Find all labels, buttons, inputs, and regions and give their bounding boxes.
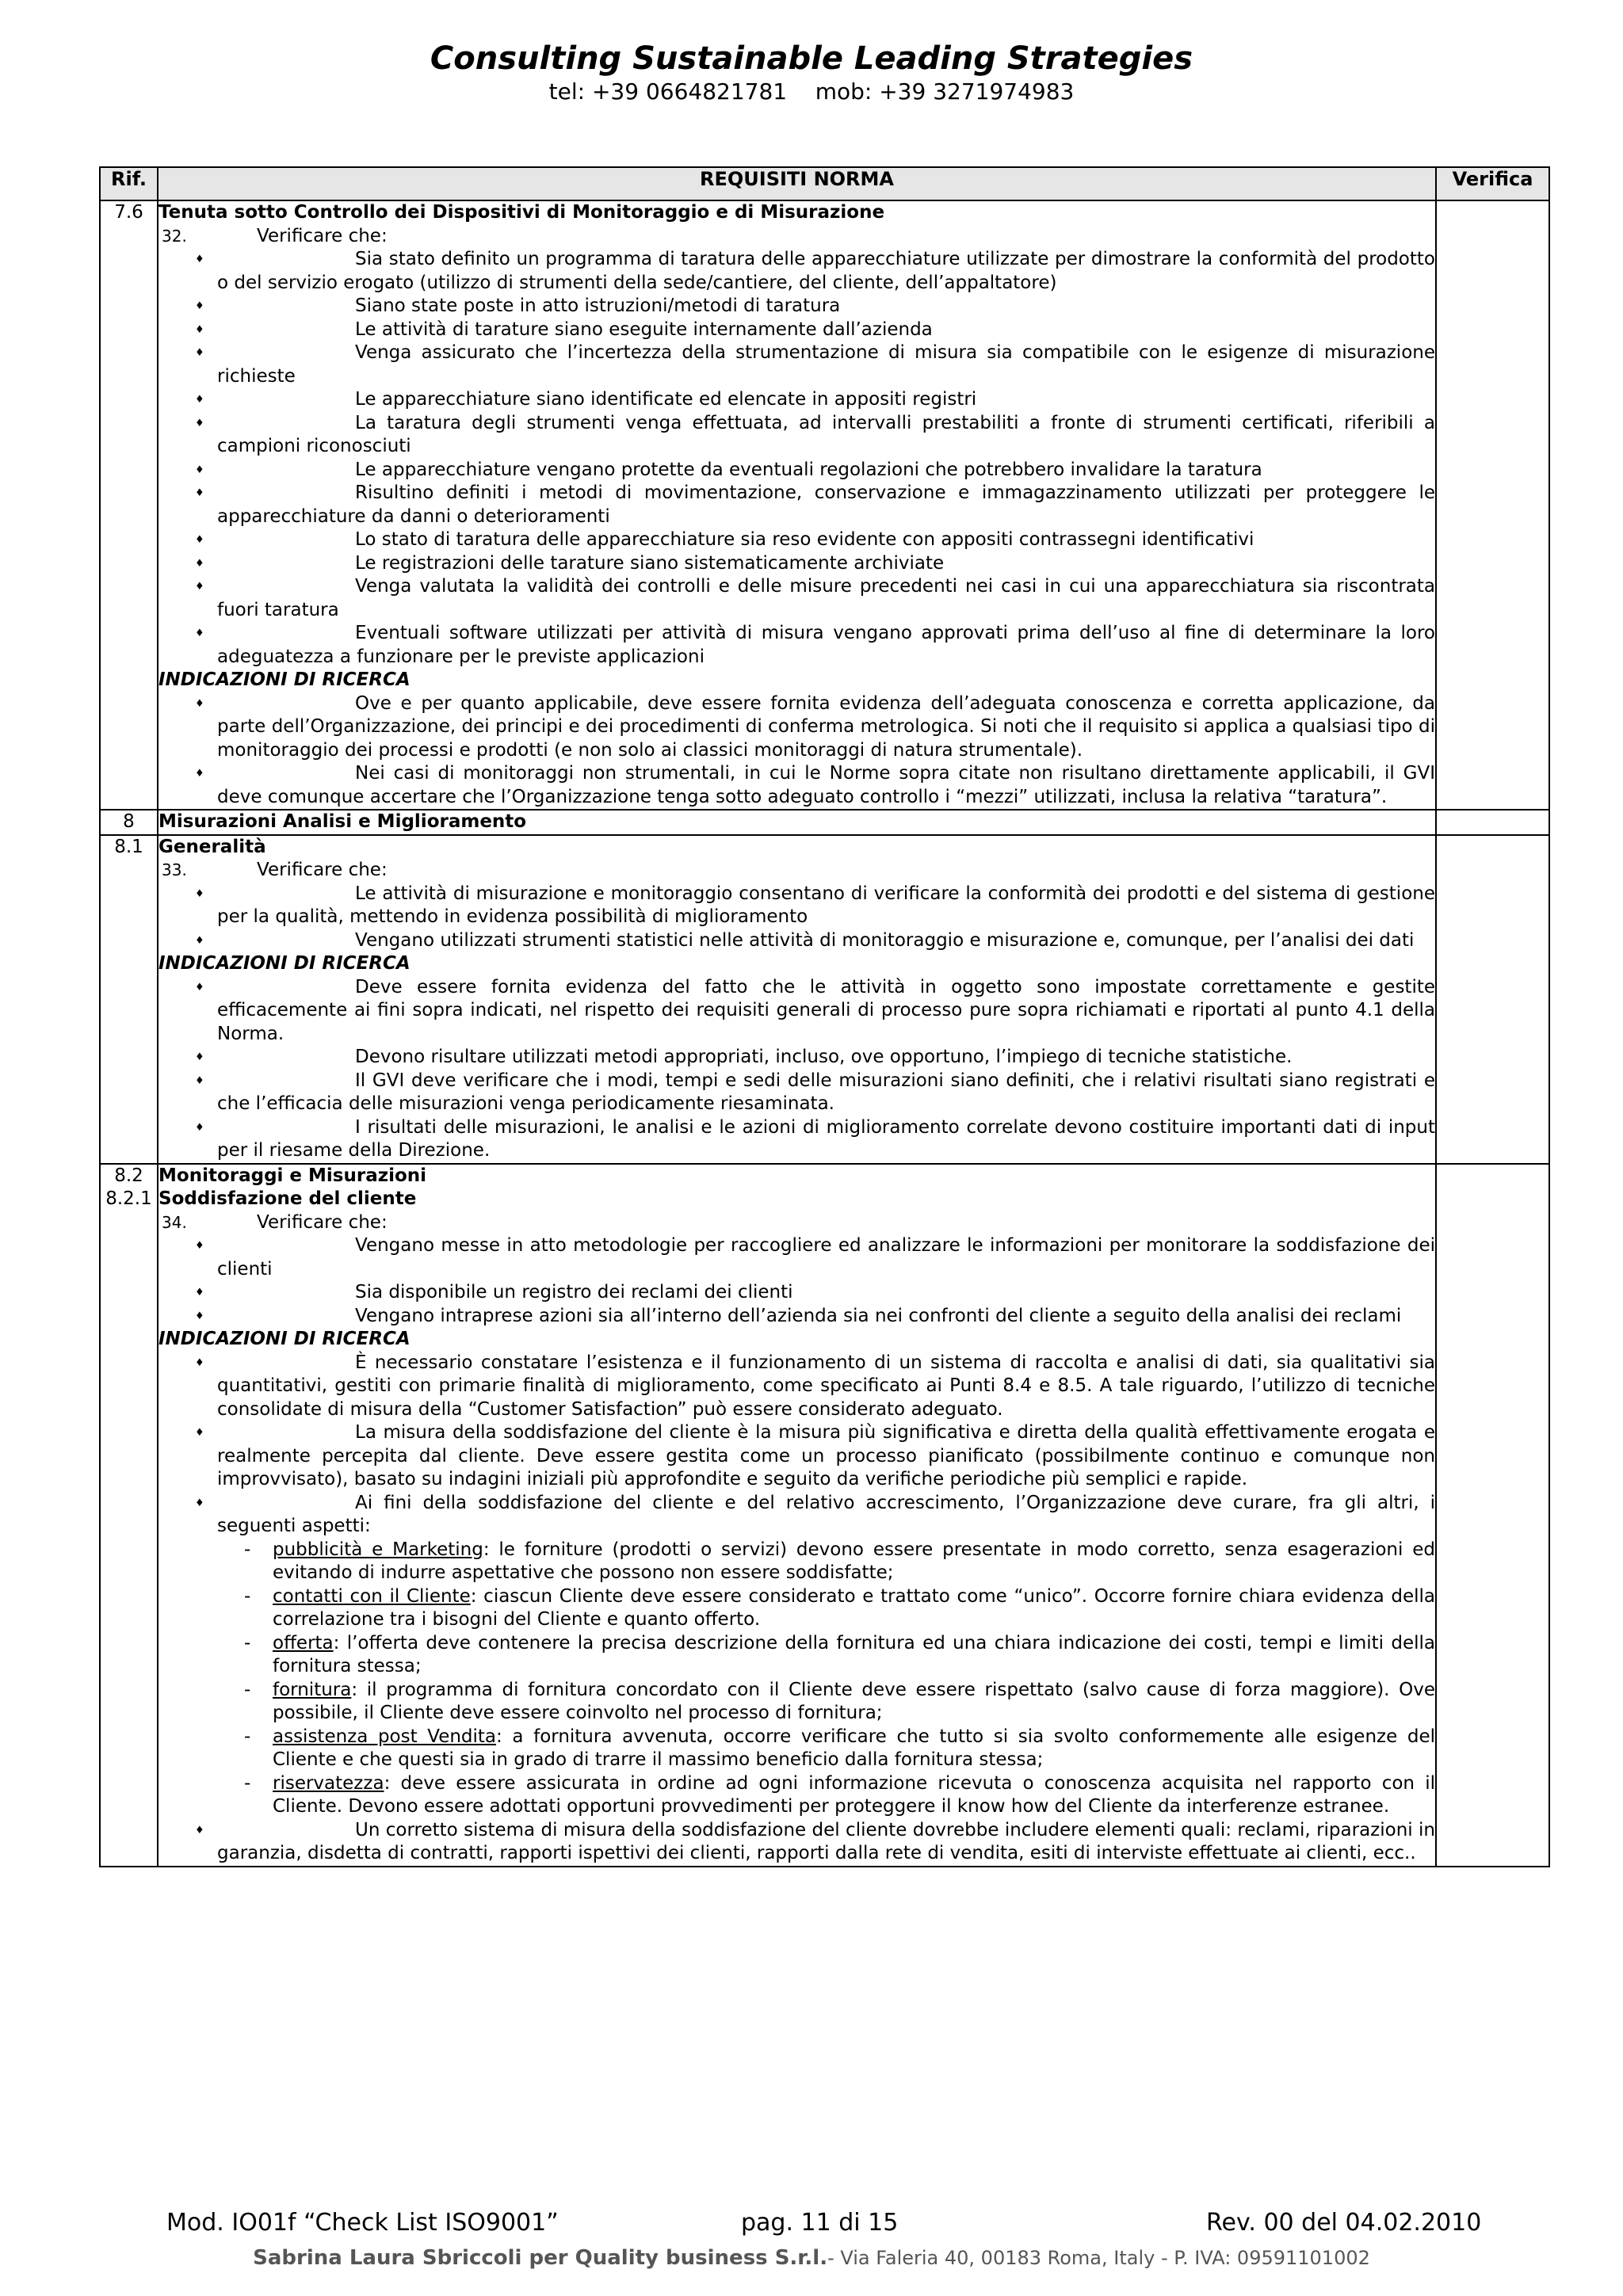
rif-cell xyxy=(100,810,158,835)
research-list xyxy=(158,1352,1435,1539)
aspect-text: : ciascun Cliente deve essere considerato e trattato come “unico”. Occorre fornire chiara evidenza della correlazione tra i bisogni del Cliente e quanto offerto. xyxy=(273,1585,1436,1630)
footer-company-name: Sabrina Laura Sbriccoli per Quality business S.r.l. xyxy=(253,2246,828,2270)
research-list-end xyxy=(158,1819,1435,1866)
requirement-list xyxy=(158,1234,1435,1328)
header-contact: tel: +39 0664821781 mob: +39 3271974983 xyxy=(548,78,1075,105)
footer-page-number: pag. 11 di 15 xyxy=(741,2209,899,2237)
list-item: ♦ Ai fini della soddisfazione del cliente e del relativo accrescimento, l’Organizzazione deve curare, fra gli altri, i seguenti aspetti: xyxy=(158,1492,1435,1539)
aspect-term: contatti con il Cliente xyxy=(273,1585,471,1607)
requirement-cell xyxy=(158,1164,1436,1867)
footer-revision: Rev. 00 del 04.02.2010 xyxy=(1206,2209,1482,2237)
list-item: ♦ Un corretto sistema di misura della soddisfazione del cliente dovrebbe includere elementi quali: reclami, riparazioni in garanzia, disdetta di contratti, rapporti ispettivi dei clienti, rapporti dalla rete di vendita, esiti di interviste effettuate ai clienti, ecc.. xyxy=(158,1819,1435,1866)
rif-value: 7.6 xyxy=(114,202,143,223)
list-item: ♦ Il GVI deve verificare che i modi, tempi e sedi delle misurazioni siano definiti, che i relativi risultati siano registrati e che l’efficacia delle misurazioni venga periodicamente riesaminata. xyxy=(158,1070,1435,1116)
requirement-list xyxy=(158,248,1435,669)
check-label: Verificare che: xyxy=(257,1211,388,1233)
header-title: Consulting Sustainable Leading Strategies xyxy=(430,40,1193,77)
check-number: 32. xyxy=(162,226,187,246)
list-item: ♦ Vengano messe in atto metodologie per raccogliere ed analizzare le informazioni per monitorare la soddisfazione dei clienti xyxy=(158,1234,1435,1281)
list-item: ♦ È necessario constatare l’esistenza e il funzionamento di un sistema di raccolta e analisi di dati, sia qualitativi sia quantitativi, gestiti con primarie finalità di miglioramento, come specificato ai Punti 8.4 e 8.5. A tale riguardo, l’utilizzo di tecniche consolidate di misura della “Customer Satisfaction” può essere considerato adeguato. xyxy=(158,1352,1435,1422)
list-item: ♦ Le attività di misurazione e monitoraggio consentano di verificare la conformità dei prodotti e del sistema di gestione per la qualità, mettendo in evidenza possibilità di miglioramento xyxy=(158,883,1435,929)
checklist-table xyxy=(99,166,1550,1867)
check-intro xyxy=(158,1211,1435,1235)
list-item: ♦ Risultino definiti i metodi di movimentazione, conservazione e immagazzinamento utilizzati per proteggere le apparecchiature da danni o deterioramenti xyxy=(158,482,1435,528)
aspect-term: offerta xyxy=(273,1632,334,1653)
aspect-term: pubblicità e Marketing xyxy=(273,1539,483,1560)
list-item: ♦ Vengano intraprese azioni sia all’interno dell’azienda sia nei confronti del cliente a seguito della analisi dei reclami xyxy=(158,1305,1435,1329)
subsection-title: Soddisfazione del cliente xyxy=(158,1188,417,1209)
rif-cell xyxy=(100,835,158,1164)
check-intro xyxy=(158,859,1435,883)
list-item: ♦ Le registrazioni delle tarature siano sistematicamente archiviate xyxy=(158,552,1435,576)
requirement-cell xyxy=(158,810,1436,835)
research-list xyxy=(158,976,1435,1163)
rif-value: 8.2.1 xyxy=(105,1188,152,1209)
footer-company xyxy=(0,2245,1623,2271)
aspect-item xyxy=(158,1772,1435,1819)
aspect-item xyxy=(158,1585,1435,1632)
check-number: 34. xyxy=(162,1212,187,1232)
aspect-term: assistenza post Vendita xyxy=(273,1726,497,1747)
verifica-cell[interactable] xyxy=(1436,200,1549,810)
list-item: ♦ Eventuali software utilizzati per attività di misura vengano approvati prima dell’uso al fine di determinare la loro adeguatezza a funzionare per le previste applicazioni xyxy=(158,622,1435,669)
verifica-cell[interactable] xyxy=(1436,1164,1549,1867)
rif-cell xyxy=(100,1164,158,1867)
list-item: ♦ I risultati delle misurazioni, le analisi e le azioni di miglioramento correlate devono costituire importanti dati di input per il riesame della Direzione. xyxy=(158,1116,1435,1163)
col-header-verifica: Verifica xyxy=(1436,167,1549,200)
footer-module: Mod. IO01f “Check List ISO9001” xyxy=(166,2209,559,2237)
list-item: ♦ Vengano utilizzati strumenti statistici nelle attività di monitoraggio e misurazione e, comunque, per l’analisi dei dati xyxy=(158,929,1435,953)
list-item: ♦ Venga valutata la validità dei controlli e delle misure precedenti nei casi in cui una apparecchiatura sia riscontrata fuori taratura xyxy=(158,575,1435,622)
aspect-term: riservatezza xyxy=(273,1772,384,1794)
requirement-list xyxy=(158,883,1435,953)
verifica-cell[interactable] xyxy=(1436,835,1549,1164)
check-number: 33. xyxy=(162,860,187,879)
list-item: ♦ Venga assicurato che l’incertezza della strumentazione di misura sia compatibile con le esigenze di misurazione richieste xyxy=(158,341,1435,388)
list-item: ♦ Sia stato definito un programma di taratura delle apparecchiature utilizzate per dimostrare la conformità del prodotto o del servizio erogato (utilizzo di strumenti della sede/cantiere, del cliente, dell’appaltatore) xyxy=(158,248,1435,295)
footer-address: - Via Faleria 40, 00183 Roma, Italy - P. IVA: 09591101002 xyxy=(827,2247,1370,2269)
aspect-text: : l’offerta deve contenere la precisa descrizione della fornitura ed una chiara indicazione dei costi, tempi e limiti della fornitura stessa; xyxy=(273,1632,1435,1676)
section-title: Generalità xyxy=(158,836,266,857)
aspect-item xyxy=(158,1726,1435,1772)
list-item: ♦ Le apparecchiature vengano protette da eventuali regolazioni che potrebbero invalidare la taratura xyxy=(158,459,1435,482)
research-list xyxy=(158,692,1435,810)
requirement-cell xyxy=(158,835,1436,1164)
list-item: ♦ La taratura degli strumenti venga effettuata, ad intervalli prestabiliti a fronte di strumenti certificati, riferibili a campioni riconosciuti xyxy=(158,412,1435,459)
list-item: ♦ Devono risultare utilizzati metodi appropriati, incluso, ove opportuno, l’impiego di tecniche statistiche. xyxy=(158,1046,1435,1070)
table-row xyxy=(100,200,1549,810)
aspect-item xyxy=(158,1539,1435,1585)
list-item: ♦ Lo stato di taratura delle apparecchiature sia reso evidente con appositi contrassegni identificativi xyxy=(158,528,1435,552)
rif-value: 8.1 xyxy=(114,836,143,857)
list-item: ♦ Sia disponibile un registro dei reclami dei clienti xyxy=(158,1281,1435,1305)
col-header-rif: Rif. xyxy=(100,167,158,200)
rif-cell xyxy=(100,200,158,810)
research-indications-title: INDICAZIONI DI RICERCA xyxy=(158,953,411,974)
rif-value: 8 xyxy=(123,811,135,832)
aspect-text: : le forniture (prodotti o servizi) devono essere presentate in modo corretto, senza esagerazioni ed evitando di indurre aspettative che possono non essere soddisfatte; xyxy=(273,1539,1435,1583)
check-label: Verificare che: xyxy=(257,860,388,880)
list-item: ♦ Ove e per quanto applicabile, deve essere fornita evidenza dell’adeguata conoscenza e corretta applicazione, da parte dell’Organizzazione, dei principi e dei procedimenti di conferma metrologica. Si noti che il requisito si applica a qualsiasi tipo di monitoraggio dei processi e prodotti (e non solo ai classici monitoraggi di natura strumentale). xyxy=(158,692,1435,763)
table-row xyxy=(100,1164,1549,1867)
section-title: Monitoraggi e Misurazioni xyxy=(158,1165,427,1186)
col-header-requisiti: REQUISITI NORMA xyxy=(158,167,1436,200)
rif-value: 8.2 xyxy=(114,1165,143,1186)
table-row xyxy=(100,835,1549,1164)
research-indications-title: INDICAZIONI DI RICERCA xyxy=(158,669,411,690)
requirement-cell xyxy=(158,200,1436,810)
list-item: ♦ La misura della soddisfazione del cliente è la misura più significativa e diretta della qualità effettivamente erogata e realmente percepita dal cliente. Deve essere gestita come un processo pianificato (possibilmente continuo e comunque non improvvisato), basato su indagini iniziali più approfondite e seguito da verifiche periodiche più semplici e rapide. xyxy=(158,1421,1435,1492)
list-item: ♦ Siano state poste in atto istruzioni/metodi di taratura xyxy=(158,295,1435,318)
list-item: ♦ Deve essere fornita evidenza del fatto che le attività in oggetto sono impostate correttamente e gestite efficacemente ai fini sopra indicati, nel rispetto dei requisiti generali di processo pure sopra richiamati e riportati al punto 4.1 della Norma. xyxy=(158,976,1435,1047)
table-header-row xyxy=(100,167,1549,200)
list-item: ♦ Nei casi di monitoraggi non strumentali, in cui le Norme sopra citate non risultano direttamente applicabili, il GVI deve comunque accertare che l’Organizzazione tenga sotto adeguato controllo i “mezzi” utilizzati, inclusa la relativa “taratura”. xyxy=(158,762,1435,809)
section-title: Tenuta sotto Controllo dei Dispositivi di Monitoraggio e di Misurazione xyxy=(158,202,885,223)
aspect-text: : a fornitura avvenuta, occorre verificare che tutto si sia svolto conformemente alle esigenze del Cliente e che questi sia in grado di trarre il massimo beneficio dalla fornitura stessa; xyxy=(273,1726,1436,1770)
aspect-term: fornitura xyxy=(273,1679,352,1700)
section-title: Misurazioni Analisi e Miglioramento xyxy=(158,811,527,832)
list-item: ♦ Le attività di tarature siano eseguite internamente dall’azienda xyxy=(158,318,1435,342)
aspect-item xyxy=(158,1632,1435,1679)
check-label: Verificare che: xyxy=(257,225,388,246)
table-row xyxy=(100,810,1549,835)
research-indications-title: INDICAZIONI DI RICERCA xyxy=(158,1329,411,1349)
aspect-text: : il programma di fornitura concordato con il Cliente deve essere rispettato (salvo cause di forza maggiore). Ove possibile, il Cliente deve essere coinvolto nel processo di fornitura; xyxy=(273,1679,1435,1723)
aspect-item xyxy=(158,1679,1435,1726)
check-intro xyxy=(158,225,1435,249)
aspect-text: : deve essere assicurata in ordine ad ogni informazione ricevuta o conoscenza acquisita nel rapporto con il Cliente. Devono essere adottati opportuni provvedimenti per proteggere il know how del Cliente da interferenze estranee. xyxy=(273,1772,1435,1817)
verifica-cell[interactable] xyxy=(1436,810,1549,835)
list-item: ♦ Le apparecchiature siano identificate ed elencate in appositi registri xyxy=(158,388,1435,412)
aspects-list xyxy=(158,1539,1435,1819)
